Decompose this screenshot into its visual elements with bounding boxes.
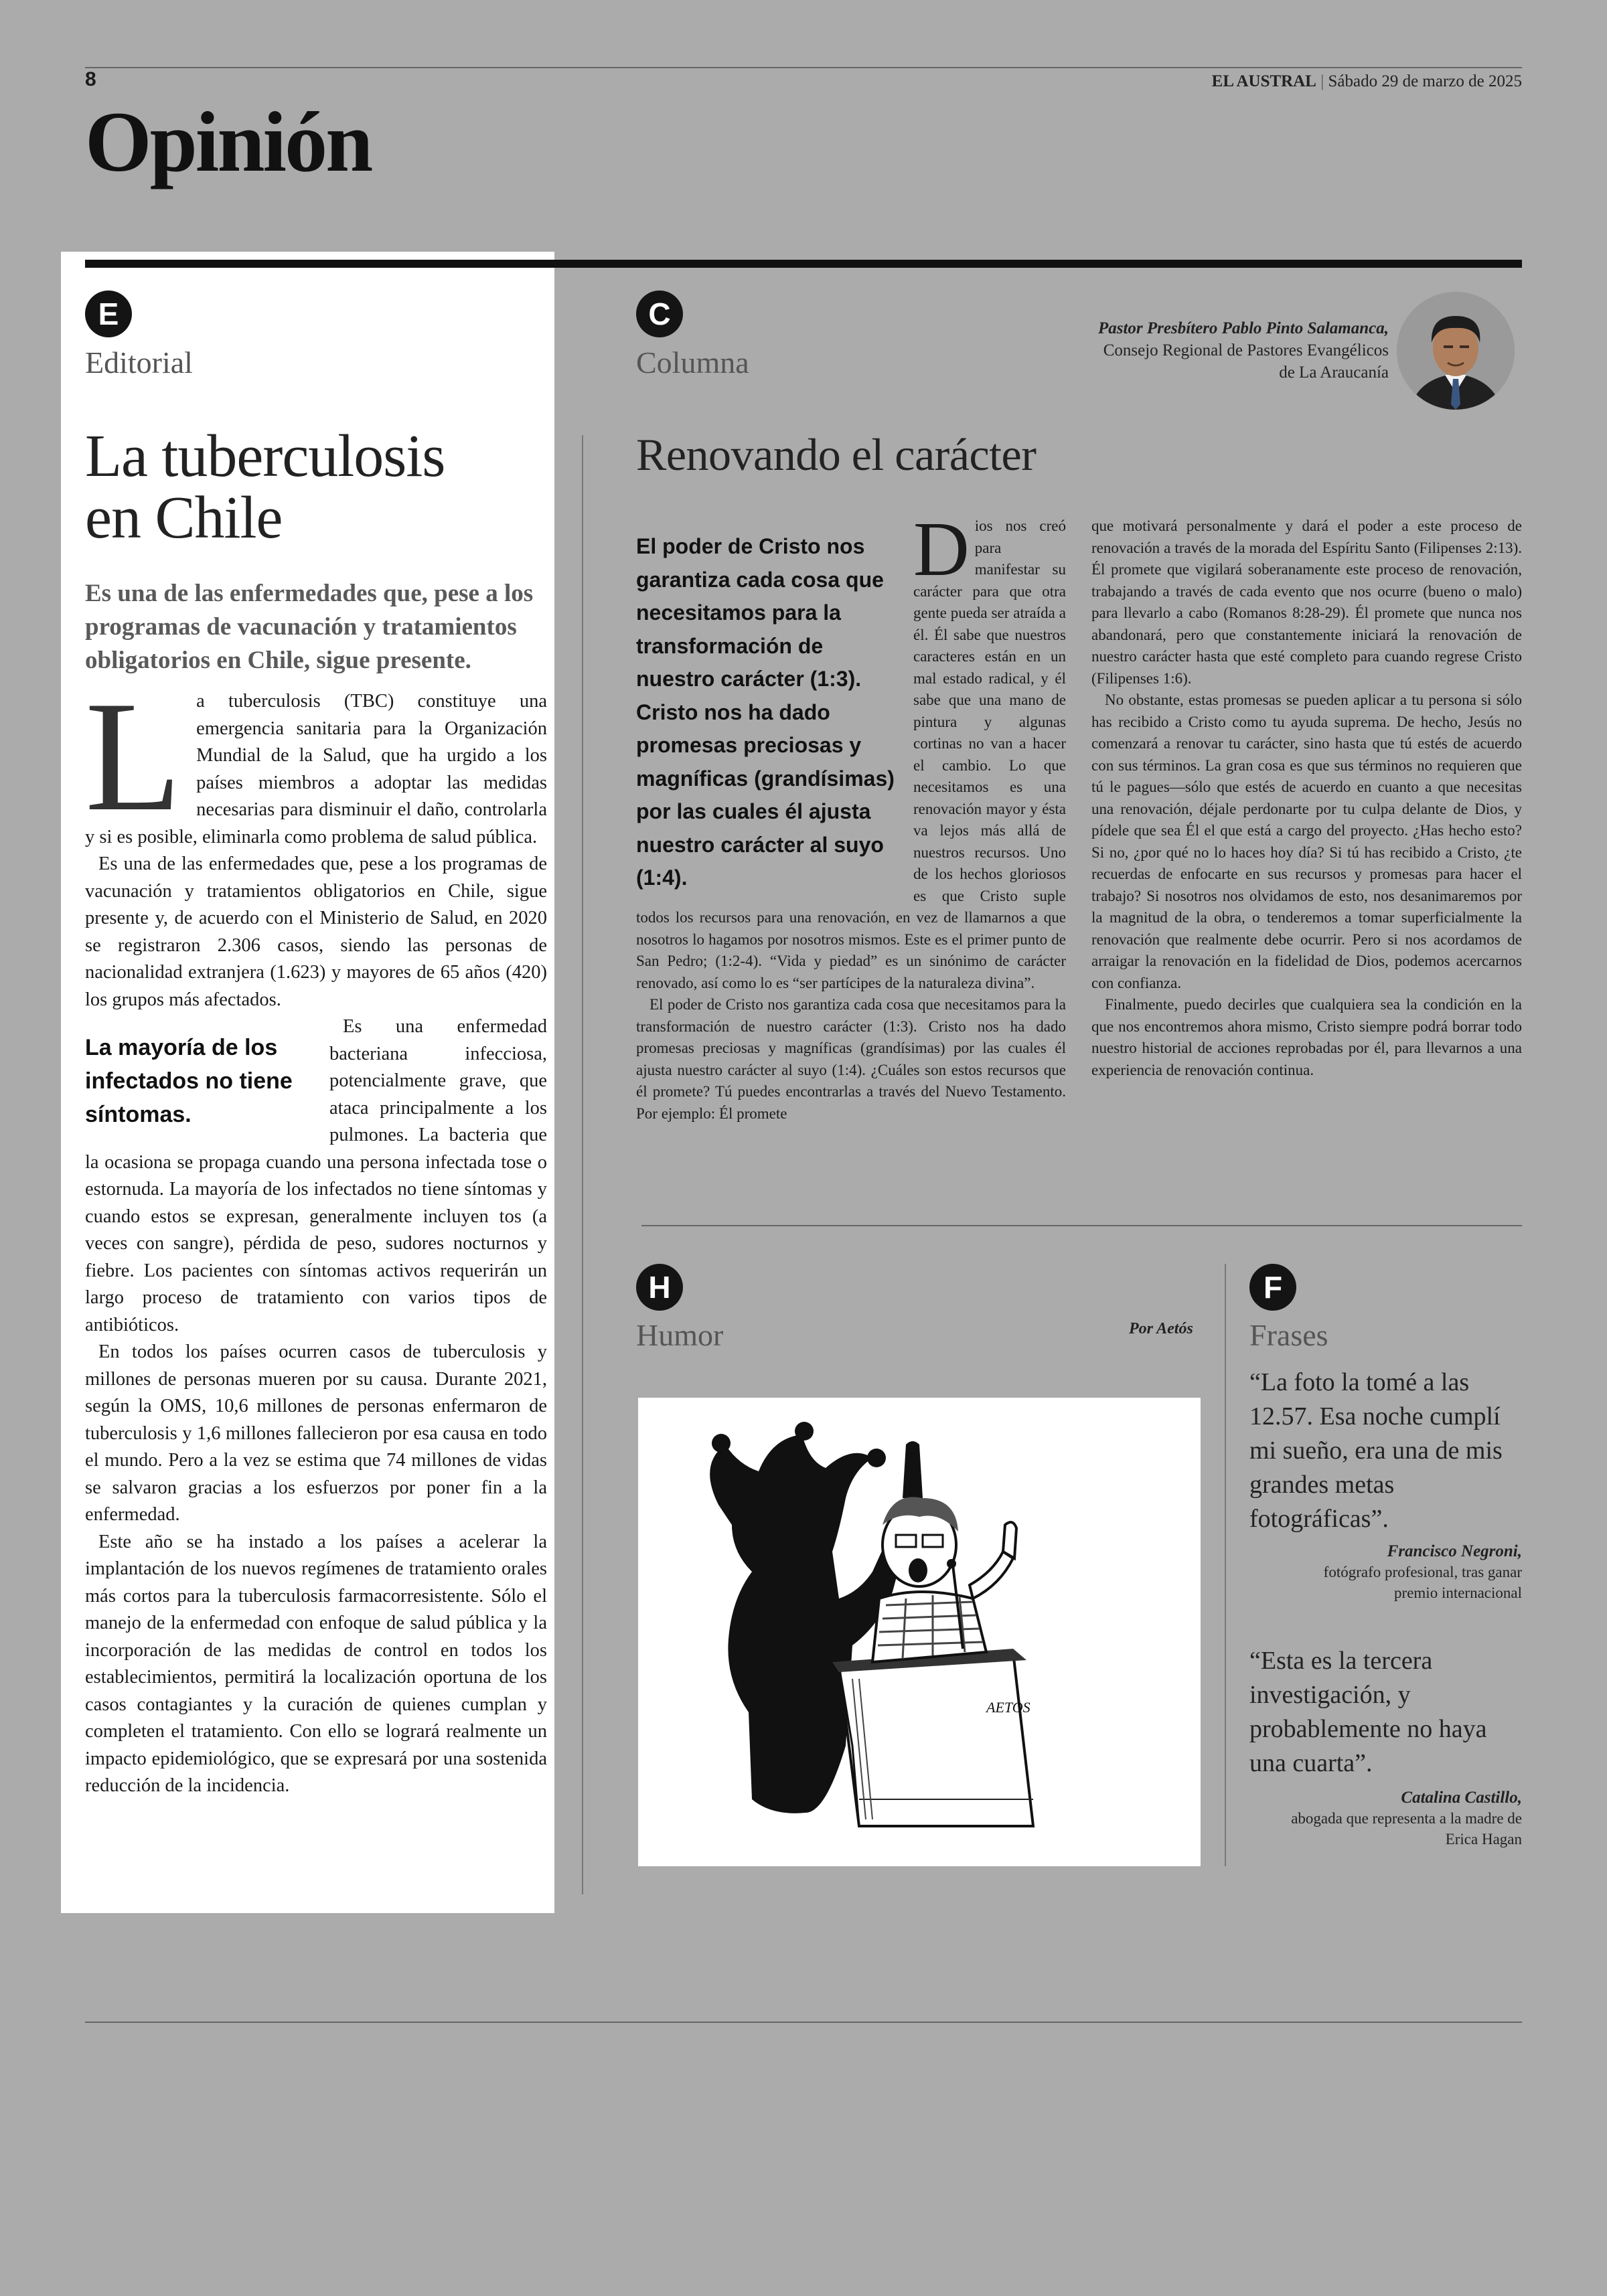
cartoon-signature: AETOS: [986, 1699, 1030, 1716]
editorial-p5: Este año se ha instado a los países a acelerar la implantación de los nuevos regímenes de tratamiento orales más cortos para la tuberculosis farmacorresistente. Sólo el manejo de la enfermedad con enfoque de salud pública y la incorporación de las medidas de control en todos los establecimientos, permitirá la localización oportuna de los casos contagiantes y la curación de quienes cumplan y completen el tratamiento. Con ello se logrará realmente un impacto epidemiológico, que se expresará por una sostenida reducción de la incidencia.: [85, 1531, 547, 1796]
editorial-headline-line2: en Chile: [85, 485, 283, 551]
frase-1-attribution: [1324, 1541, 1522, 1603]
author-portrait-icon: [1397, 292, 1515, 410]
column-byline: [1098, 317, 1389, 384]
issue-date: Sábado 29 de marzo de 2025: [1328, 72, 1522, 90]
editorial-label: Editorial: [85, 345, 193, 380]
editorial-headline: [85, 423, 540, 551]
frase-1-role-line1: fotógrafo profesional, tras ganar: [1323, 1564, 1522, 1580]
frase-2-attribution: [1291, 1787, 1522, 1850]
column-col1-p2: El poder de Cristo nos garantiza cada cosa que necesitamos para la transformación de nuestro carácter (1:3). Cristo nos ha dado promesas preciosas y magníficas (grandísimas) por las cuales él ajusta nuestro carácter al suyo (1:4). ¿Cuáles son estos recursos que él promete? Tú puedes encontrarlas a través del Nuevo Testamento. Por ejemplo: Él promete: [636, 996, 1066, 1122]
column-divider: [582, 435, 583, 1894]
page-bottom-rule: [85, 2022, 1522, 2023]
frase-1-quote: “La foto la tomé a las 12.57. Esa noche cumplí mi sueño, era una de mis grandes metas fotográficas”.: [1249, 1368, 1503, 1533]
column-badge: C: [636, 291, 683, 337]
frases-badge: F: [1249, 1264, 1296, 1311]
paper-name: EL AUSTRAL: [1211, 72, 1316, 90]
frases-label: Frases: [1249, 1318, 1328, 1352]
podium-icon: [832, 1649, 1033, 1826]
humor-credit: Por Aetós: [1129, 1320, 1193, 1337]
editorial-headline-line1: La tuberculosis: [85, 423, 445, 489]
editorial-body: [85, 669, 547, 1800]
editorial-pullquote: La mayoría de los infectados no tiene síntomas.: [85, 1035, 293, 1127]
editorial-p1: La tuberculosis (TBC) constituye una emergencia sanitaria para la Organización Mundial de la Salud, que ha urgido a los países miembros a adoptar las medidas necesarias para disminuir el daño, controlarla y si es posible, eliminarla como problema de salud pública.: [85, 669, 547, 847]
editorial-p3: La mayoría de los infectados no tiene síntomas. Es una enfermedad bacteriana infecciosa, potencialmente grave, que ataca principalmente a los pulmones. La bacteria que la ocasiona se propaga cuando una persona infectada tose o estornuda. La mayoría de los infectados no tiene síntomas y cuando estos se expresan, generalmente incluyen tos (a veces con sangre), pérdida de peso, sudores nocturnos y fiebre. Los pacientes con síntomas activos requerirán un largo proceso de tratamiento con varios tipos de antibióticos.: [85, 1016, 547, 1335]
column-label: Columna: [636, 345, 749, 380]
author-name: Pastor Presbítero Pablo Pinto Salamanca,: [1097, 319, 1389, 337]
author-role-line2: de La Araucanía: [1279, 363, 1389, 382]
humor-badge: H: [636, 1264, 683, 1311]
page-number: 8: [85, 68, 96, 90]
editorial-badge: E: [85, 291, 132, 337]
humor-label: Humor: [636, 1318, 724, 1352]
frase-2-author: Catalina Castillo,: [1401, 1789, 1522, 1807]
cartoon: [638, 1398, 1201, 1866]
author-role-line1: Consejo Regional de Pastores Evangélicos: [1103, 341, 1389, 359]
paper-dateline: EL AUSTRAL | Sábado 29 de marzo de 2025: [1211, 72, 1522, 90]
frase-1-author: Francisco Negroni,: [1387, 1542, 1522, 1560]
frase-2-role-line1: abogada que representa a la madre de: [1291, 1810, 1522, 1827]
editorial-p2: Es una de las enfermedades que, pese a los programas de vacunación y tratamientos obligatorios en Chile, sigue presente y, de acuerdo con el Ministerio de Salud, en 2020 se registraron 2.306 casos, siendo las personas de nacionalidad extranjera (1.623) y mayores de 65 años (420) los grupos más afectados.: [85, 853, 547, 1010]
humor-frases-divider: [1225, 1264, 1226, 1866]
column-body-col2: [1091, 515, 1522, 1081]
column-drop-cap: D: [913, 507, 970, 592]
column-col2-p1: que motivará personalmente y dará el poder a este proceso de renovación a través de la morada del Espíritu Santo (Filipenses 2:13). Él promete que vigilará soberanamente este proceso de renovación, trabajando a través de cada evento que nos ocurre (bueno o malo) para llevarlo a cabo (Romanos 8:28-29). Él promete que nunca nos abandonará, pero que constantemente iniciará la renovación de nuestro carácter hasta que esté completo para cuando regrese Cristo (Filipenses 1:6).: [1091, 517, 1522, 687]
editorial-drop-cap: L: [85, 669, 182, 844]
top-rule: [85, 67, 1522, 68]
editorial-p4: En todos los países ocurren casos de tuberculosis y millones de personas mueren por su causa. Durante 2021, según la OMS, 10,6 millones de personas enfermaron de tuberculosis y 1,6 millones fallecieron por esa causa en todo el mundo. Pero a la vez se estima que 74 millones de vidas se salvaron gracias a los esfuerzos por poner fin a la enfermedad.: [85, 1341, 547, 1525]
column-bottom-rule: [641, 1225, 1522, 1226]
frase-2-quote: “Esta es la tercera investigación, y probablemente no haya una cuarta”.: [1249, 1647, 1487, 1777]
column-col1-p1: Dios nos creó para manifestar su carácter para que otra gente pueda ser atraída a él. Él sabe que nuestros caracteres están en un mal estado radical, y él sabe que una mano de pintura y algunas cortinas no van a hacer el cambio. Lo que necesitamos es una renovación mayor y ésta va lejos más allá de nuestros recursos. Uno de los hechos gloriosos es que Cristo suple todos los recursos para una renovación, en vez de llamarnos a que nosotros lo hagamos por nosotros mismos. Este es el primer punto de San Pedro; (1:2-4). “Vida y piedad” es un sinónimo de carácter renovado, así como lo es “ser partícipes de la naturaleza divina”.: [636, 507, 1066, 991]
main-thick-rule: [85, 260, 1522, 268]
column-headline: Renovando el carácter: [636, 429, 1037, 480]
column-body-col1: [636, 507, 1066, 1125]
frase-1-role-line2: premio internacional: [1394, 1584, 1522, 1601]
author-photo: [1397, 292, 1515, 410]
column-col2-p2: No obstante, estas promesas se pueden aplicar a tu persona si sólo has recibido a Cristo como tu ayuda suprema. De hecho, Jesús no comenzará a renovar tu carácter, sino hasta que tú estés de acuerdo con sus términos. La gran cosa es que sus términos no requieren que tú le pagues—sólo que estés de acuerdo en cuanto a que necesitas una renovación, déjale perdonarte por tu culpa delante de Dios, y pídele que sea Él el que está a cargo del proyecto. ¿Has hecho esto? Si no, ¿por qué no lo haces hoy día? Si tú has recibido a Cristo, ¿te recuerdas de enfocarte en sus recursos y promesas para hacer el trabajo? Si nosotros nos olvidamos de esto, nos desanimaremos por la magnitud de la obra, o tenderemos a tomar superficialmente la renovación que realmente debe ocurrir. Pero si nos acordamos de arraigar la renovación en la fidelidad de Dios, podemos acercarnos con confianza.: [1091, 691, 1522, 991]
cartoon-illustration: [638, 1398, 1201, 1866]
frase-2-role-line2: Erica Hagan: [1445, 1831, 1522, 1848]
column-pullquote: El poder de Cristo nos garantiza cada cosa que necesitamos para la transformación de nuestro carácter (1:3). Cristo nos ha dado promesas preciosas y magníficas (grandísimas) por las cuales él ajusta nuestro carácter al suyo (1:4).: [636, 534, 895, 890]
section-title: Opinión: [85, 94, 372, 189]
editorial-deck: Es una de las enfermedades que, pese a los programas de vacunación y tratamientos obligatorios en Chile, sigue presente.: [85, 580, 534, 674]
column-col2-p3: Finalmente, puedo decirles que cualquiera sea la condición en la que nos encontremos ahora mismo, Cristo siempre podrá borrar todo nuestro historial de acciones reprobadas por él, para llevarnos a una experiencia de renovación continua.: [1091, 996, 1522, 1078]
